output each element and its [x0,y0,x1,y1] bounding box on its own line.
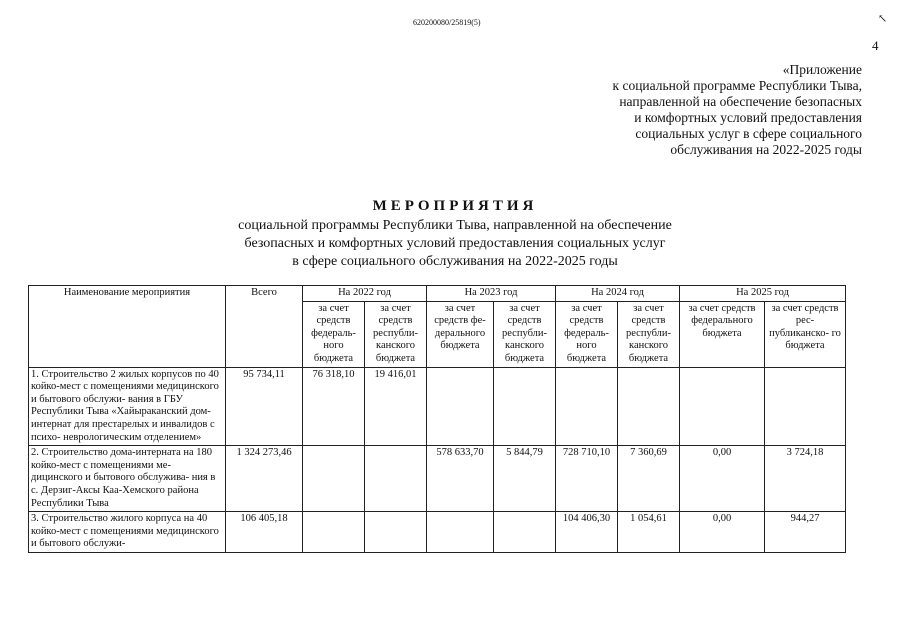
subtitle-line: социальной программы Республики Тыва, направленной на обеспечение [238,218,672,233]
cell-value [494,367,556,446]
appendix-line: направленной на обеспечение безопасных [619,94,862,109]
activity-name: 2. Строительство дома-интерната на 180 койко-мест с помещениями ме- дицинского и бытового обслужива- ния в с. Дерзиг-Аксы Каа-Хемского района Республики Тыва [29,446,226,512]
activity-name: 1. Строительство 2 жилых корпусов по 40 койко-мест с помещениями медицинского и бытового обслужи- вания в ГБУ Республики Тыва «Хайыраканский дом-интернат для престарелых и инвалидов с психо- неврологическим отделением» [29,367,226,446]
appendix-line: социальных услуг в сфере социального [635,126,862,141]
header-activity-name: Наименование мероприятия [29,286,226,368]
cell-value [494,512,556,553]
subheader-cell: за счет средств федераль- ного бюджета [303,301,365,367]
subheader-cell: за счет средств федераль- ного бюджета [556,301,618,367]
cell-value: 76 318,10 [303,367,365,446]
activities-table [28,285,846,553]
cell-total: 95 734,11 [226,367,303,446]
cell-value: 728 710,10 [556,446,618,512]
document-title: МЕРОПРИЯТИЯ [372,198,538,214]
appendix-heading [560,62,862,158]
cell-value: 1 054,61 [618,512,680,553]
header-year-2022: На 2022 год [303,286,427,302]
subheader-cell: за счет средств республи- канского бюджета [494,301,556,367]
subtitle-line: в сфере социального обслуживания на 2022-2025 годы [292,254,618,269]
table-row [29,367,846,446]
cell-value [618,367,680,446]
cell-value [556,367,618,446]
cell-value [427,512,494,553]
cell-value: 7 360,69 [618,446,680,512]
cell-value: 0,00 [680,446,765,512]
header-total: Всего [226,286,303,368]
appendix-line: к социальной программе Республики Тыва, [612,78,862,93]
cell-value: 3 724,18 [765,446,846,512]
cell-value: 578 633,70 [427,446,494,512]
table-row [29,446,846,512]
subheader-cell: за счет средств республи- канского бюджета [365,301,427,367]
table-row [29,512,846,553]
cell-value: 5 844,79 [494,446,556,512]
cell-value: 19 416,01 [365,367,427,446]
appendix-line: обслуживания на 2022-2025 годы [670,142,862,157]
page-number: 4 [872,38,879,53]
subheader-cell: за счет средств республи- канского бюджета [618,301,680,367]
cell-value [365,446,427,512]
subheader-cell: за счет средств федерального бюджета [680,301,765,367]
subheader-cell: за счет средств рес- публиканско- го бюджета [765,301,846,367]
cell-value [303,512,365,553]
subheader-cell: за счет средств фе- дерального бюджета [427,301,494,367]
cell-value [427,367,494,446]
appendix-line: «Приложение [782,62,862,77]
cell-total: 1 324 273,46 [226,446,303,512]
document-number: 620200080/25819(5) [413,18,481,27]
header-year-2023: На 2023 год [427,286,556,302]
document-subtitle [150,217,760,271]
header-year-2024: На 2024 год [556,286,680,302]
activity-name: 3. Строительство жилого корпуса на 40 койко-мест с помещениями медицинского и бытового обслужи- [29,512,226,553]
cell-value: 104 406,30 [556,512,618,553]
cell-value [303,446,365,512]
cell-value [680,367,765,446]
appendix-line: и комфортных условий предоставления [634,110,862,125]
header-year-2025: На 2025 год [680,286,846,302]
cell-value [765,367,846,446]
subtitle-line: безопасных и комфортных условий предоставления социальных услуг [244,236,666,251]
cell-value [365,512,427,553]
cell-value: 0,00 [680,512,765,553]
corner-arrow-icon: ↖ [878,13,888,25]
cell-value: 944,27 [765,512,846,553]
table-header-row [29,286,846,302]
cell-total: 106 405,18 [226,512,303,553]
